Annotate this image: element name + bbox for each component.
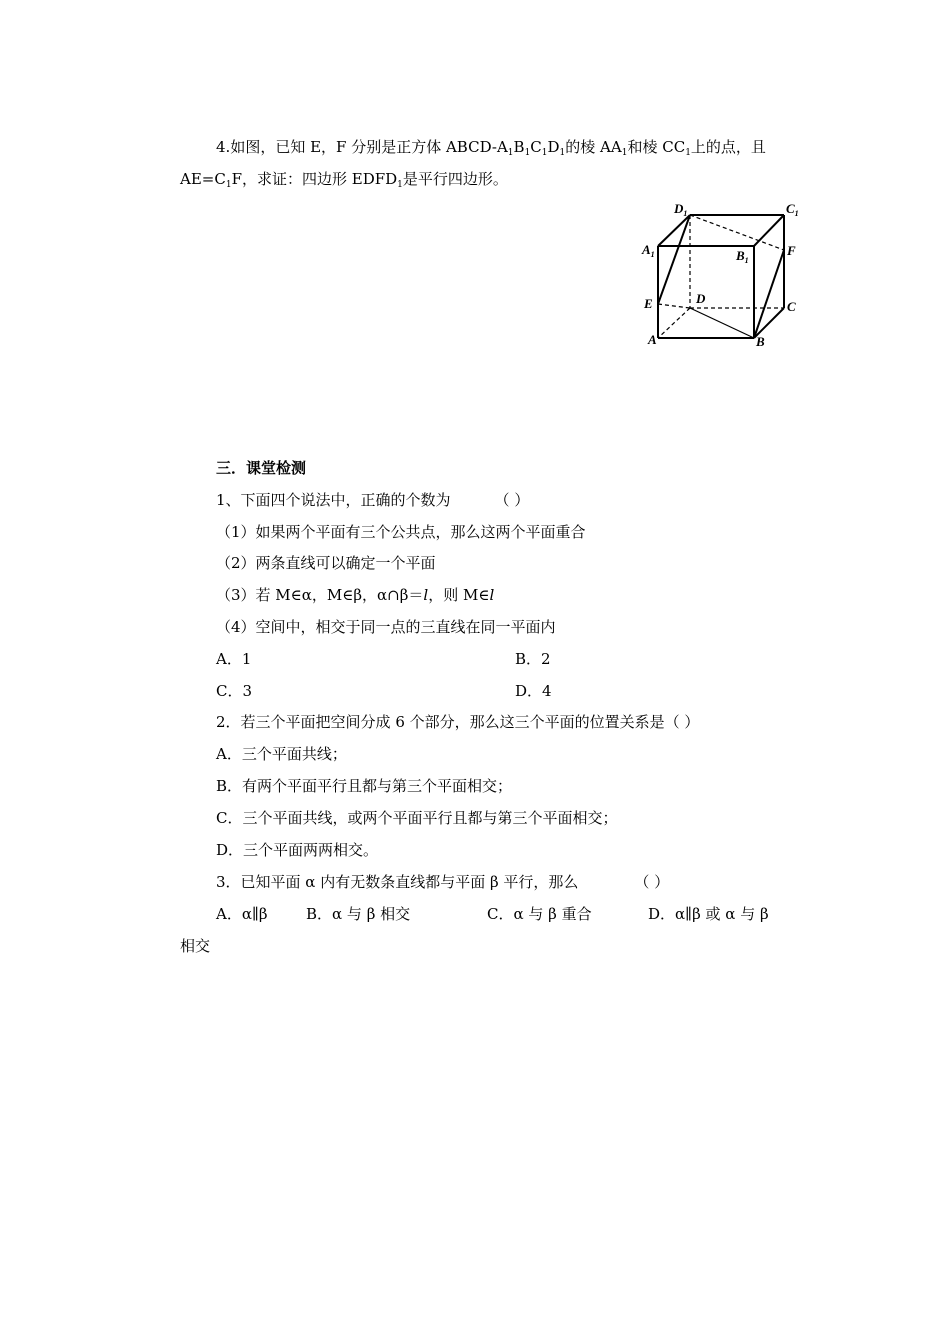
label-A1: A [642,242,651,257]
q1-option-d: D．4 [515,682,552,700]
label-A: A [648,332,657,347]
subscript: 1 [225,180,232,190]
problem-text: AE=C [180,170,226,188]
answer-blank: （ ） [494,491,530,509]
question-text: 3．已知平面 α 内有无数条直线都与平面 β 平行，那么 [216,873,579,891]
q1-statement-3 [216,585,494,605]
problem-text: F，求证：四边形 EDFD [231,170,398,188]
q1-stem [216,490,529,510]
cube-figure [636,198,816,350]
label-subscript: 1 [794,209,799,218]
answer-blank: （ ） [634,873,670,891]
segment-F-B [754,250,784,338]
q2-option-d: D．三个平面两两相交。 [216,841,379,859]
problem-text: 如图，已知 E，F 分别是正方体 ABCD-A [230,138,508,156]
problem-text: 和棱 CC [627,138,686,156]
problem-text: C [530,138,542,156]
section-title: 三．课堂检测 [216,459,307,477]
svg-text:C1 [786,201,799,218]
question-text: 1、下面四个说法中，正确的个数为 [216,491,451,509]
statement-text: ，则 M∈ [428,586,490,604]
label-B1: B [736,248,745,263]
svg-text:D1 [673,201,687,218]
q1-statement-2: （2）两条直线可以确定一个平面 [216,554,436,572]
q1-statement-4: （4）空间中，相交于同一点的三直线在同一平面内 [216,618,556,636]
problem-text: D [547,138,560,156]
q1-option-c: C．3 [216,682,253,700]
problem-text: B [513,138,525,156]
svg-text:B1 [735,248,749,265]
label-D1: D [674,201,684,216]
subscript: 1 [397,180,403,190]
q2-option-a: A．三个平面共线； [216,745,347,763]
q2-option-c: C．三个平面共线，或两个平面平行且都与第三个平面相交； [216,809,618,827]
subscript: 1 [685,148,691,158]
subscript: 1 [559,148,566,158]
q2-stem: 2．若三个平面把空间分成 6 个部分，那么这三个平面的位置关系是（ ） [216,713,700,731]
label-F: F [787,243,796,258]
q3-stem [216,872,669,892]
q2-option-b: B．有两个平面平行且都与第三个平面相交； [216,777,513,795]
label-subscript: 1 [650,250,655,259]
label-B: B [756,334,765,349]
problem-text: 的棱 AA [565,138,622,156]
segment-D-B [690,308,754,338]
hidden-segment-D1-F [690,215,784,250]
line-symbol: l [489,586,495,604]
q3-option-a: A．α∥β [216,905,268,923]
problem-4-line-2 [180,169,508,195]
problem-4-line-1 [216,137,766,163]
line-symbol: l [423,586,429,604]
hidden-segment-E-D [658,304,690,308]
statement-text: （3）若 M∈α，M∈β，α∩β＝ [216,586,424,604]
svg-text:A1 [641,242,655,259]
problem-text: 上的点，且 [690,138,766,156]
label-C: C [787,299,796,314]
label-D: D [696,291,706,306]
subscript: 1 [541,148,548,158]
q3-option-d: D．α∥β 或 α 与 β [648,905,769,923]
subscript: 1 [621,148,628,158]
q1-option-b: B．2 [515,650,551,668]
edge-C1-B1 [754,215,784,246]
q1-statement-1: （1）如果两个平面有三个公共点，那么这两个平面重合 [216,523,586,541]
subscript: 1 [524,148,531,158]
hidden-edge-D-A [658,308,690,338]
label-subscript: 1 [683,209,688,218]
q3-option-c: C．α 与 β 重合 [487,905,592,923]
label-E: E [644,296,653,311]
q3-option-d-continued: 相交 [180,937,211,955]
q1-option-a: A．1 [216,650,252,668]
problem-text: 是平行四边形。 [402,170,508,188]
subscript: 1 [507,148,514,158]
label-subscript: 1 [744,256,749,265]
label-C1: C [786,201,795,216]
segment-D1-E [658,215,690,304]
problem-number: 4. [216,138,231,156]
q3-option-b: B．α 与 β 相交 [306,905,411,923]
